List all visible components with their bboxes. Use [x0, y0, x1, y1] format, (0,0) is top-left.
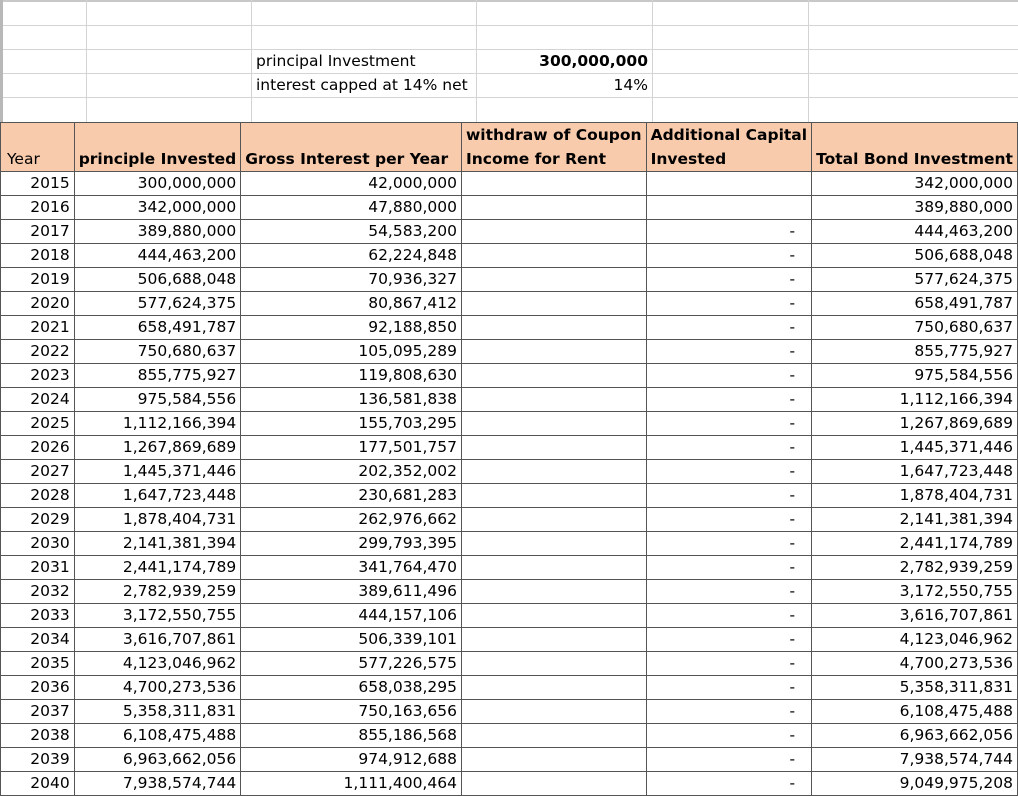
gridline: [0, 97, 1018, 98]
cell-gross-interest[interactable]: 119,808,630: [241, 364, 462, 388]
table-row: [1, 628, 1018, 652]
cell-withdraw-coupon[interactable]: [461, 604, 646, 628]
cell-gross-interest[interactable]: 299,793,395: [241, 532, 462, 556]
cell-year[interactable]: 2027: [1, 460, 75, 484]
gridline: [652, 0, 653, 122]
cell-year[interactable]: 2034: [1, 628, 75, 652]
cell-additional-capital[interactable]: -: [646, 484, 812, 508]
cell-withdraw-coupon[interactable]: [461, 580, 646, 604]
cell-year[interactable]: 2016: [1, 196, 75, 220]
cell-additional-capital[interactable]: -: [646, 340, 812, 364]
table-row: [1, 196, 1018, 220]
gridline: [0, 49, 1018, 50]
cell-additional-capital[interactable]: -: [646, 316, 812, 340]
cell-year[interactable]: 2038: [1, 724, 75, 748]
col-header-withdraw-coupon[interactable]: [461, 123, 646, 172]
cell-year[interactable]: 2022: [1, 340, 75, 364]
cell-principle-invested[interactable]: 2,141,381,394: [74, 532, 241, 556]
gridline: [0, 73, 1018, 74]
table-row: [1, 580, 1018, 604]
col-header-additional-line1: Additional Capital: [650, 126, 808, 144]
cell-principle-invested[interactable]: 975,584,556: [74, 388, 241, 412]
cell-withdraw-coupon[interactable]: [461, 388, 646, 412]
cell-additional-capital[interactable]: -: [646, 628, 812, 652]
cell-year[interactable]: 2040: [1, 772, 75, 796]
cell-gross-interest[interactable]: 80,867,412: [241, 292, 462, 316]
cell-principle-invested[interactable]: 5,358,311,831: [74, 700, 241, 724]
cell-total-bond-investment[interactable]: 2,141,381,394: [812, 508, 1018, 532]
cell-total-bond-investment[interactable]: 342,000,000: [812, 172, 1018, 196]
cell-total-bond-investment[interactable]: 1,445,371,446: [812, 436, 1018, 460]
cell-additional-capital[interactable]: -: [646, 676, 812, 700]
table-row: [1, 172, 1018, 196]
cell-principle-invested[interactable]: 7,938,574,744: [74, 772, 241, 796]
table-row: [1, 484, 1018, 508]
cell-additional-capital[interactable]: -: [646, 580, 812, 604]
cell-withdraw-coupon[interactable]: [461, 412, 646, 436]
cell-additional-capital[interactable]: -: [646, 220, 812, 244]
table-row: [1, 388, 1018, 412]
table-row: [1, 220, 1018, 244]
cell-gross-interest[interactable]: 1,111,400,464: [241, 772, 462, 796]
col-header-year[interactable]: Year: [1, 123, 75, 172]
cell-principle-invested[interactable]: 855,775,927: [74, 364, 241, 388]
table-row: [1, 292, 1018, 316]
cell-principle-invested[interactable]: 577,624,375: [74, 292, 241, 316]
cell-year[interactable]: 2025: [1, 412, 75, 436]
cell-year[interactable]: 2024: [1, 388, 75, 412]
cell-principle-invested[interactable]: 1,878,404,731: [74, 508, 241, 532]
cell-total-bond-investment[interactable]: 3,172,550,755: [812, 580, 1018, 604]
cell-principle-invested[interactable]: 342,000,000: [74, 196, 241, 220]
interest-cap-value[interactable]: 14%: [613, 76, 648, 94]
cell-total-bond-investment[interactable]: 975,584,556: [812, 364, 1018, 388]
cell-withdraw-coupon[interactable]: [461, 532, 646, 556]
cell-year[interactable]: 2031: [1, 556, 75, 580]
cell-total-bond-investment[interactable]: 6,108,475,488: [812, 700, 1018, 724]
parameter-area: [0, 0, 1018, 122]
cell-principle-invested[interactable]: 4,700,273,536: [74, 676, 241, 700]
cell-additional-capital[interactable]: -: [646, 652, 812, 676]
cell-total-bond-investment[interactable]: 1,878,404,731: [812, 484, 1018, 508]
cell-withdraw-coupon[interactable]: [461, 268, 646, 292]
col-header-withdraw-line2: Income for Rent: [465, 150, 606, 168]
cell-gross-interest[interactable]: 444,157,106: [241, 604, 462, 628]
table-row: [1, 556, 1018, 580]
cell-additional-capital[interactable]: -: [646, 556, 812, 580]
cell-total-bond-investment[interactable]: 4,123,046,962: [812, 628, 1018, 652]
cell-additional-capital[interactable]: -: [646, 700, 812, 724]
cell-gross-interest[interactable]: 341,764,470: [241, 556, 462, 580]
cell-gross-interest[interactable]: 54,583,200: [241, 220, 462, 244]
cell-total-bond-investment[interactable]: 1,112,166,394: [812, 388, 1018, 412]
cell-year[interactable]: 2030: [1, 532, 75, 556]
cell-additional-capital[interactable]: -: [646, 772, 812, 796]
cell-additional-capital[interactable]: -: [646, 388, 812, 412]
cell-total-bond-investment[interactable]: 4,700,273,536: [812, 652, 1018, 676]
cell-withdraw-coupon[interactable]: [461, 484, 646, 508]
bond-investment-table: [0, 122, 1018, 796]
sheet-left-border: [0, 0, 3, 122]
cell-gross-interest[interactable]: 577,226,575: [241, 652, 462, 676]
cell-principle-invested[interactable]: 658,491,787: [74, 316, 241, 340]
cell-additional-capital[interactable]: [646, 196, 812, 220]
cell-additional-capital[interactable]: -: [646, 268, 812, 292]
cell-gross-interest[interactable]: 136,581,838: [241, 388, 462, 412]
cell-gross-interest[interactable]: 230,681,283: [241, 484, 462, 508]
cell-year[interactable]: 2032: [1, 580, 75, 604]
cell-withdraw-coupon[interactable]: [461, 316, 646, 340]
gridline: [0, 25, 1018, 26]
cell-principle-invested[interactable]: 1,445,371,446: [74, 460, 241, 484]
cell-withdraw-coupon[interactable]: [461, 244, 646, 268]
cell-total-bond-investment[interactable]: 577,624,375: [812, 268, 1018, 292]
cell-gross-interest[interactable]: 262,976,662: [241, 508, 462, 532]
table-row: [1, 460, 1018, 484]
cell-withdraw-coupon[interactable]: [461, 196, 646, 220]
cell-total-bond-investment[interactable]: 2,441,174,789: [812, 532, 1018, 556]
cell-total-bond-investment[interactable]: 5,358,311,831: [812, 676, 1018, 700]
cell-additional-capital[interactable]: -: [646, 460, 812, 484]
header-row: [1, 123, 1018, 172]
cell-principle-invested[interactable]: 506,688,048: [74, 268, 241, 292]
cell-gross-interest[interactable]: 855,186,568: [241, 724, 462, 748]
cell-principle-invested[interactable]: 3,616,707,861: [74, 628, 241, 652]
table-row: [1, 604, 1018, 628]
cell-principle-invested[interactable]: 389,880,000: [74, 220, 241, 244]
cell-gross-interest[interactable]: 974,912,688: [241, 748, 462, 772]
table-row: [1, 436, 1018, 460]
principal-investment-value[interactable]: 300,000,000: [539, 52, 648, 70]
cell-principle-invested[interactable]: 750,680,637: [74, 340, 241, 364]
table-row: [1, 508, 1018, 532]
cell-withdraw-coupon[interactable]: [461, 628, 646, 652]
cell-withdraw-coupon[interactable]: [461, 700, 646, 724]
table-row: [1, 532, 1018, 556]
table-row: [1, 268, 1018, 292]
col-header-additional-capital[interactable]: [646, 123, 812, 172]
cell-total-bond-investment[interactable]: 444,463,200: [812, 220, 1018, 244]
cell-additional-capital[interactable]: -: [646, 292, 812, 316]
cell-additional-capital[interactable]: -: [646, 532, 812, 556]
cell-gross-interest[interactable]: 42,000,000: [241, 172, 462, 196]
cell-year[interactable]: 2023: [1, 364, 75, 388]
table-row: [1, 244, 1018, 268]
cell-year[interactable]: 2018: [1, 244, 75, 268]
cell-withdraw-coupon[interactable]: [461, 436, 646, 460]
gridline: [86, 0, 87, 122]
gridline: [476, 0, 477, 122]
cell-withdraw-coupon[interactable]: [461, 676, 646, 700]
cell-total-bond-investment[interactable]: 3,616,707,861: [812, 604, 1018, 628]
table-row: [1, 700, 1018, 724]
cell-withdraw-coupon[interactable]: [461, 292, 646, 316]
cell-withdraw-coupon[interactable]: [461, 724, 646, 748]
cell-gross-interest[interactable]: 155,703,295: [241, 412, 462, 436]
cell-withdraw-coupon[interactable]: [461, 652, 646, 676]
col-header-total-bond-investment[interactable]: Total Bond Investment: [812, 123, 1018, 172]
cell-year[interactable]: 2037: [1, 700, 75, 724]
cell-total-bond-investment[interactable]: 389,880,000: [812, 196, 1018, 220]
col-header-withdraw-line1: withdraw of Coupon: [465, 126, 642, 144]
cell-total-bond-investment[interactable]: 7,938,574,744: [812, 748, 1018, 772]
cell-total-bond-investment[interactable]: 855,775,927: [812, 340, 1018, 364]
cell-gross-interest[interactable]: 506,339,101: [241, 628, 462, 652]
interest-cap-label[interactable]: interest capped at 14% net: [256, 76, 468, 94]
table-row: [1, 412, 1018, 436]
cell-principle-invested[interactable]: 6,963,662,056: [74, 748, 241, 772]
table-row: [1, 340, 1018, 364]
cell-gross-interest[interactable]: 105,095,289: [241, 340, 462, 364]
cell-principle-invested[interactable]: 3,172,550,755: [74, 604, 241, 628]
cell-total-bond-investment[interactable]: 2,782,939,259: [812, 556, 1018, 580]
cell-year[interactable]: 2029: [1, 508, 75, 532]
cell-additional-capital[interactable]: -: [646, 364, 812, 388]
cell-additional-capital[interactable]: -: [646, 412, 812, 436]
table-body: [1, 172, 1018, 796]
cell-total-bond-investment[interactable]: 9,049,975,208: [812, 772, 1018, 796]
cell-principle-invested[interactable]: 1,267,869,689: [74, 436, 241, 460]
cell-principle-invested[interactable]: 4,123,046,962: [74, 652, 241, 676]
cell-withdraw-coupon[interactable]: [461, 508, 646, 532]
cell-gross-interest[interactable]: 202,352,002: [241, 460, 462, 484]
col-header-principle-invested[interactable]: principle Invested: [74, 123, 241, 172]
cell-gross-interest[interactable]: 70,936,327: [241, 268, 462, 292]
cell-principle-invested[interactable]: 2,441,174,789: [74, 556, 241, 580]
cell-additional-capital[interactable]: -: [646, 748, 812, 772]
cell-total-bond-investment[interactable]: 1,267,869,689: [812, 412, 1018, 436]
cell-additional-capital[interactable]: -: [646, 724, 812, 748]
cell-additional-capital[interactable]: -: [646, 604, 812, 628]
cell-gross-interest[interactable]: 389,611,496: [241, 580, 462, 604]
cell-year[interactable]: 2020: [1, 292, 75, 316]
cell-total-bond-investment[interactable]: 658,491,787: [812, 292, 1018, 316]
cell-total-bond-investment[interactable]: 506,688,048: [812, 244, 1018, 268]
cell-total-bond-investment[interactable]: 1,647,723,448: [812, 460, 1018, 484]
cell-year[interactable]: 2033: [1, 604, 75, 628]
cell-withdraw-coupon[interactable]: [461, 772, 646, 796]
cell-year[interactable]: 2021: [1, 316, 75, 340]
cell-year[interactable]: 2039: [1, 748, 75, 772]
cell-withdraw-coupon[interactable]: [461, 364, 646, 388]
table-row: [1, 316, 1018, 340]
cell-year[interactable]: 2036: [1, 676, 75, 700]
cell-withdraw-coupon[interactable]: [461, 556, 646, 580]
cell-withdraw-coupon[interactable]: [461, 748, 646, 772]
cell-gross-interest[interactable]: 62,224,848: [241, 244, 462, 268]
cell-gross-interest[interactable]: 750,163,656: [241, 700, 462, 724]
cell-gross-interest[interactable]: 92,188,850: [241, 316, 462, 340]
cell-gross-interest[interactable]: 658,038,295: [241, 676, 462, 700]
cell-principle-invested[interactable]: 6,108,475,488: [74, 724, 241, 748]
cell-principle-invested[interactable]: 444,463,200: [74, 244, 241, 268]
cell-withdraw-coupon[interactable]: [461, 172, 646, 196]
table-row: [1, 676, 1018, 700]
table-row: [1, 724, 1018, 748]
gridline: [251, 0, 252, 122]
cell-withdraw-coupon[interactable]: [461, 460, 646, 484]
cell-total-bond-investment[interactable]: 750,680,637: [812, 316, 1018, 340]
cell-year[interactable]: 2015: [1, 172, 75, 196]
cell-withdraw-coupon[interactable]: [461, 340, 646, 364]
table-row: [1, 364, 1018, 388]
principal-investment-label[interactable]: principal Investment: [256, 52, 416, 70]
table-row: [1, 772, 1018, 796]
cell-principle-invested[interactable]: 2,782,939,259: [74, 580, 241, 604]
cell-year[interactable]: 2026: [1, 436, 75, 460]
cell-year[interactable]: 2017: [1, 220, 75, 244]
cell-gross-interest[interactable]: 177,501,757: [241, 436, 462, 460]
cell-additional-capital[interactable]: [646, 172, 812, 196]
cell-year[interactable]: 2028: [1, 484, 75, 508]
cell-withdraw-coupon[interactable]: [461, 220, 646, 244]
cell-year[interactable]: 2035: [1, 652, 75, 676]
cell-principle-invested[interactable]: 1,647,723,448: [74, 484, 241, 508]
cell-additional-capital[interactable]: -: [646, 244, 812, 268]
table-row: [1, 748, 1018, 772]
cell-total-bond-investment[interactable]: 6,963,662,056: [812, 724, 1018, 748]
cell-principle-invested[interactable]: 300,000,000: [74, 172, 241, 196]
cell-additional-capital[interactable]: -: [646, 508, 812, 532]
col-header-additional-line2: Invested: [650, 150, 727, 168]
gridline: [808, 0, 809, 122]
col-header-gross-interest[interactable]: Gross Interest per Year: [241, 123, 462, 172]
table-row: [1, 652, 1018, 676]
cell-gross-interest[interactable]: 47,880,000: [241, 196, 462, 220]
cell-additional-capital[interactable]: -: [646, 436, 812, 460]
cell-principle-invested[interactable]: 1,112,166,394: [74, 412, 241, 436]
cell-year[interactable]: 2019: [1, 268, 75, 292]
